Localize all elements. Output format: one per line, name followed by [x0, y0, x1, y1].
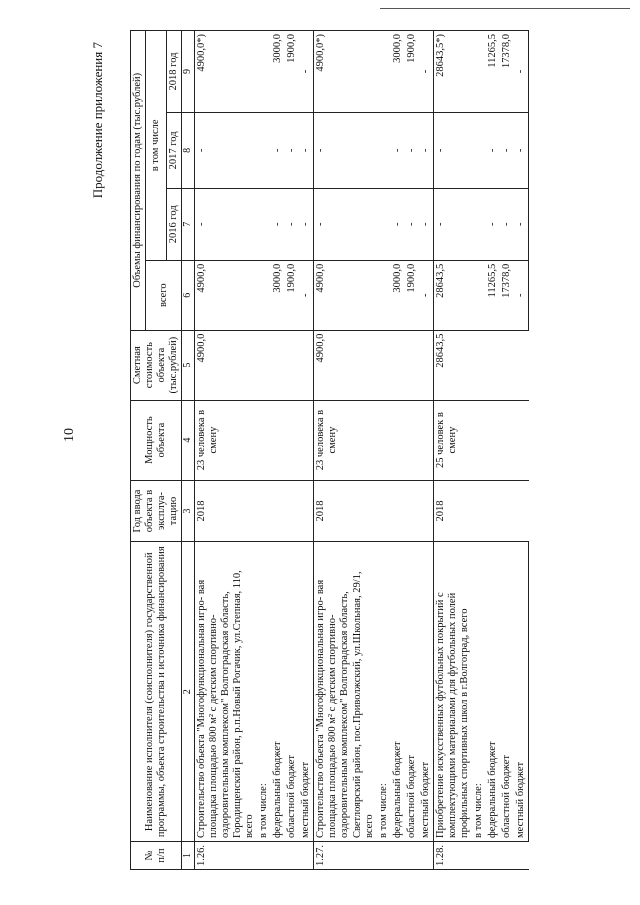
- header-name: Наименование исполнителя (соисполнителя) государственной программы, объекта строительства и источника финансирования: [131, 542, 182, 842]
- value-2017: [472, 112, 486, 188]
- value-2017: [377, 112, 391, 188]
- value-2017: -: [419, 112, 434, 188]
- row-num: 1.27.: [314, 842, 434, 870]
- object-name: Приобретение искусственных футбольных покрытий с комплектующими материалами для футбольных полей профильных спортивных школ в г.Волгоград, всего: [433, 542, 472, 842]
- value-2016: -: [194, 188, 257, 260]
- header-2018: 2018 год: [167, 31, 182, 113]
- value-2018: -: [299, 31, 314, 113]
- value-2016: -: [391, 188, 405, 260]
- value-2018: 3000,0: [391, 31, 405, 113]
- value-2018: 17378,0: [500, 31, 514, 113]
- value-2016: -: [285, 188, 299, 260]
- value-2017: -: [405, 112, 419, 188]
- estimated-cost: 28643,5: [433, 330, 528, 400]
- object-name: Строительство объекта "Многофункциональная игро- вая площадка площадью 800 м² с детским спортивно- оздоровительным комплексом" Волгоградская область, Светлоярский район, пос.Приволжский, ул.Школьная, 29/1, всего: [314, 542, 377, 842]
- value-2016: -: [314, 188, 377, 260]
- source-label: федеральный бюджет: [271, 542, 285, 842]
- col-index: 7: [182, 188, 195, 260]
- continuation-title: Продолжение приложения 7: [90, 42, 105, 199]
- value-2017: -: [194, 112, 257, 188]
- source-label: областной бюджет: [405, 542, 419, 842]
- source-label: федеральный бюджет: [486, 542, 500, 842]
- commission-year: 2018: [194, 480, 314, 542]
- header-num: № п/п: [131, 842, 182, 870]
- total-value: [472, 260, 486, 330]
- total-value: [257, 260, 271, 330]
- total-value: 11265,5: [486, 260, 500, 330]
- estimated-cost: 4900,0: [194, 330, 314, 400]
- row-num: 1.28.: [433, 842, 528, 870]
- value-2017: -: [486, 112, 500, 188]
- value-2016: [257, 188, 271, 260]
- total-value: 1900,0: [285, 260, 299, 330]
- top-rule: [380, 8, 630, 9]
- total-value: -: [419, 260, 434, 330]
- value-2018: [472, 31, 486, 113]
- value-2016: -: [514, 188, 529, 260]
- source-label: в том числе:: [472, 542, 486, 842]
- total-value: 17378,0: [500, 260, 514, 330]
- object-name: Строительство объекта "Многофункциональная игро- вая площадка площадью 800 м² с детским спортивно- оздоровительным комплексом" Волгоградская область, Городищенский район, р.п.Новый Рогачик, ул.Степная, 110, всего: [194, 542, 257, 842]
- value-2018: -: [419, 31, 434, 113]
- page-number: 10: [62, 428, 77, 442]
- col-index: 5: [182, 330, 195, 400]
- total-value: 28643,5: [433, 260, 472, 330]
- capacity: 23 человека в смену: [314, 400, 434, 480]
- rotated-table-area: [90, 30, 640, 870]
- value-2017: -: [514, 112, 529, 188]
- value-2016: -: [271, 188, 285, 260]
- header-subgroup: в том числе: [146, 31, 167, 261]
- col-index: 9: [182, 31, 195, 113]
- row-num: 1.26.: [194, 842, 314, 870]
- value-2018: [257, 31, 271, 113]
- total-value: -: [299, 260, 314, 330]
- col-index: 8: [182, 112, 195, 188]
- value-2017: -: [271, 112, 285, 188]
- capacity: 25 человек в смену: [433, 400, 528, 480]
- value-2017: -: [500, 112, 514, 188]
- header-2016: 2016 год: [167, 188, 182, 260]
- table-row: [314, 31, 377, 870]
- value-2018: 11265,5: [486, 31, 500, 113]
- total-value: 3000,0: [391, 260, 405, 330]
- table-row: [433, 31, 472, 870]
- header-year: Год ввода объекта в эксплуа- тацию: [131, 480, 182, 542]
- col-index: 1: [182, 842, 195, 870]
- value-2018: 4900,0*): [194, 31, 257, 113]
- table-row: [194, 31, 257, 870]
- commission-year: 2018: [314, 480, 434, 542]
- total-value: 3000,0: [271, 260, 285, 330]
- value-2016: [472, 188, 486, 260]
- capacity: 23 человека в смену: [194, 400, 314, 480]
- header-2017: 2017 год: [167, 112, 182, 188]
- source-label: местный бюджет: [514, 542, 529, 842]
- commission-year: 2018: [433, 480, 528, 542]
- header-financing-group: Объемы финансирования по годам (тыс.рублей): [131, 31, 146, 331]
- value-2017: -: [314, 112, 377, 188]
- total-value: 4900,0: [194, 260, 257, 330]
- value-2018: 1900,0: [405, 31, 419, 113]
- source-label: федеральный бюджет: [391, 542, 405, 842]
- value-2016: -: [419, 188, 434, 260]
- source-label: в том числе:: [377, 542, 391, 842]
- value-2018: -: [514, 31, 529, 113]
- total-value: 1900,0: [405, 260, 419, 330]
- value-2016: -: [486, 188, 500, 260]
- source-label: местный бюджет: [419, 542, 434, 842]
- value-2017: -: [299, 112, 314, 188]
- source-label: областной бюджет: [500, 542, 514, 842]
- col-index: 4: [182, 400, 195, 480]
- value-2017: [257, 112, 271, 188]
- estimated-cost: 4900,0: [314, 330, 434, 400]
- value-2018: 4900,0*): [314, 31, 377, 113]
- value-2018: [377, 31, 391, 113]
- value-2017: -: [433, 112, 472, 188]
- source-label: в том числе:: [257, 542, 271, 842]
- col-index: 6: [182, 260, 195, 330]
- col-index: 2: [182, 542, 195, 842]
- header-cost: Сметная стоимость объекта (тыс.рублей): [131, 330, 182, 400]
- value-2018: 3000,0: [271, 31, 285, 113]
- value-2016: -: [299, 188, 314, 260]
- value-2017: -: [391, 112, 405, 188]
- value-2016: -: [500, 188, 514, 260]
- total-value: -: [514, 260, 529, 330]
- value-2016: [377, 188, 391, 260]
- header-total: всего: [146, 260, 182, 330]
- total-value: 4900,0: [314, 260, 377, 330]
- header-capacity: Мощность объекта: [131, 400, 182, 480]
- source-label: местный бюджет: [299, 542, 314, 842]
- value-2016: -: [405, 188, 419, 260]
- financing-table: [130, 30, 529, 870]
- value-2017: -: [285, 112, 299, 188]
- value-2018: 1900,0: [285, 31, 299, 113]
- total-value: [377, 260, 391, 330]
- source-label: областной бюджет: [285, 542, 299, 842]
- value-2018: 28643,5*): [433, 31, 472, 113]
- value-2016: -: [433, 188, 472, 260]
- col-index: 3: [182, 480, 195, 542]
